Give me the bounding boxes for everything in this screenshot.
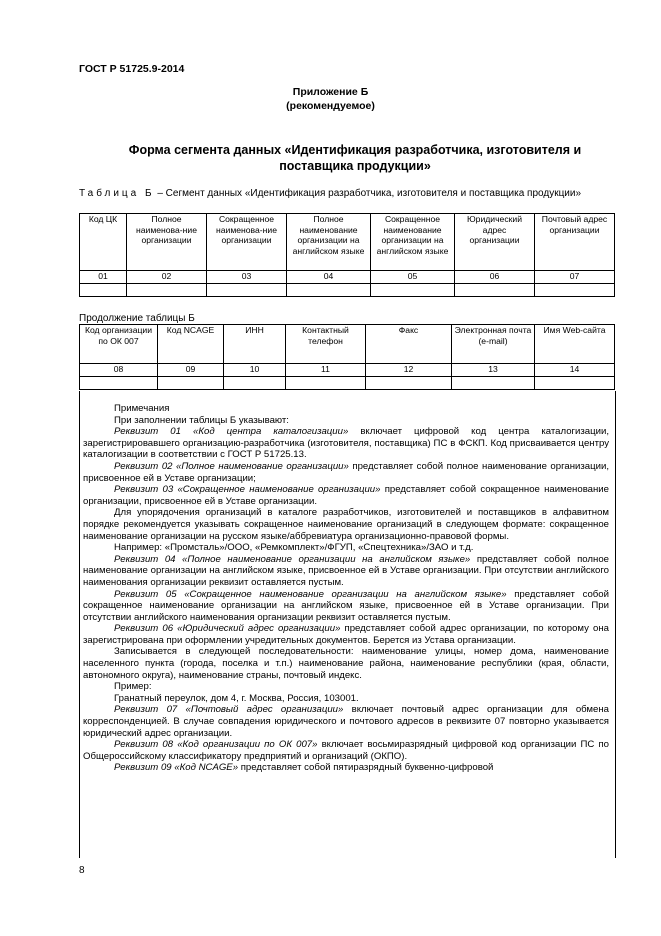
table-caption-text: – Сегмент данных «Идентификация разработчика, изготовителя и поставщика продукции»	[154, 188, 582, 199]
header-cell: Юридический адрес организации	[455, 214, 535, 271]
empty-cell	[80, 284, 127, 297]
column-number: 07	[535, 271, 615, 284]
page-number: 8	[79, 865, 85, 876]
empty-cell	[224, 377, 286, 390]
column-number: 09	[158, 364, 224, 377]
empty-cell	[286, 377, 366, 390]
column-number: 13	[452, 364, 535, 377]
header-cell: Сокращенное наименова-ние организации	[207, 214, 287, 271]
empty-cell	[366, 377, 452, 390]
segment-table-part2	[79, 324, 615, 390]
empty-cell	[371, 284, 455, 297]
note-r07: Реквизит 07 «Почтовый адрес организации» включает почтовый адрес организации для обмена корреспонденцией. В случае совпадения юридического и почтового адресов в реквизите 07 повторно указывается юридический адрес организации.	[83, 704, 610, 739]
standard-designation: ГОСТ Р 51725.9-2014	[79, 63, 185, 75]
column-number: 04	[287, 271, 371, 284]
column-number: 11	[286, 364, 366, 377]
form-title-line1: Форма сегмента данных «Идентификация разработчика, изготовителя и	[128, 143, 582, 157]
empty-cell	[535, 284, 615, 297]
note-example2: Пример:	[114, 681, 152, 693]
column-number: 02	[127, 271, 207, 284]
empty-cell	[535, 377, 615, 390]
header-cell: ИНН	[224, 325, 286, 364]
empty-cell	[80, 377, 158, 390]
notes-section	[83, 403, 609, 774]
notes-intro: При заполнении таблицы Б указывают:	[114, 414, 289, 426]
header-cell: Имя Web-сайта	[535, 325, 615, 364]
table-caption-label: Таблица Б	[79, 188, 155, 199]
column-number: 03	[207, 271, 287, 284]
header-cell: Почтовый адрес организации	[535, 214, 615, 271]
note-r02: Реквизит 02 «Полное наименование организации» представляет собой полное наименование организации, присвоенное ей в Уставе организации;	[83, 460, 609, 484]
appendix-title: Приложение Б	[292, 86, 369, 98]
note-order: Для упорядочения организаций в каталоге разработчиков, изготовителей и поставщиков в алфавитном порядке рекомендуется указывать сокращенное наименование организаций в следующем формате: сокращенное наименование организации на русском языке/аббревиатура организационно-правовой формы.	[83, 507, 609, 542]
header-cell: Полное наименова-ние организации	[127, 214, 207, 271]
column-number: 10	[224, 364, 286, 377]
empty-cell	[287, 284, 371, 297]
note-r09: Реквизит 09 «Код NCAGE» представляет собой пятиразрядный буквенно-цифровой	[114, 762, 494, 774]
empty-cell	[158, 377, 224, 390]
header-cell: Контактный телефон	[286, 325, 366, 364]
appendix-status: (рекомендуемое)	[286, 100, 375, 112]
column-number: 05	[371, 271, 455, 284]
empty-cell	[127, 284, 207, 297]
form-title	[95, 142, 615, 174]
note-r01: Реквизит 01 «Код центра каталогизации» включает цифровой код центра каталогизации, зарегистрировавшего организацию-разработчика (изготовителя, поставщика) ПС в ФСКП. Код присваивается центру каталогизации в соответствии с ГОСТ Р 51725.13.	[83, 426, 609, 461]
form-title-line2: поставщика продукции»	[279, 159, 431, 173]
column-number: 12	[366, 364, 452, 377]
column-number: 08	[80, 364, 158, 377]
note-r06: Реквизит 06 «Юридический адрес организации» представляет собой адрес организации, по которому она зарегистрирована при оформлении учредительных документов. Берется из Устава организации.	[83, 623, 609, 646]
empty-cell	[207, 284, 287, 297]
column-number: 14	[535, 364, 615, 377]
notes-heading: Примечания	[114, 403, 170, 414]
header-cell: Факс	[366, 325, 452, 364]
header-cell: Сокращенное наименование организации на английском языке	[371, 214, 455, 271]
empty-cell	[452, 377, 535, 390]
note-r05: Реквизит 05 «Сокращенное наименование организации на английском языке» представляет собой сокращенное наименование организации на английском языке, присвоенное ей в Уставе организации. При отсутствии английского наименования организации реквизит оставляется пустым.	[83, 588, 609, 623]
continuation-label: Продолжение таблицы Б	[79, 313, 195, 324]
note-example1: Например: «Промсталь»/ООО, «Ремкомплект»/ФГУП, «Спецтехника»/ЗАО и т.д.	[114, 542, 474, 554]
segment-table-part1	[79, 213, 615, 297]
column-number: 01	[80, 271, 127, 284]
column-number: 06	[455, 271, 535, 284]
header-cell: Код NCAGE	[158, 325, 224, 364]
note-r08: Реквизит 08 «Код организации по ОК 007» включает восьмиразрядный цифровой код организации ПС по Общероссийскому классификатору предприятий и организаций (ОКПО).	[83, 739, 609, 762]
note-address: Гранатный переулок, дом 4, г. Москва, Россия, 103001.	[114, 692, 359, 704]
header-cell: Полное наименование организации на английском языке	[287, 214, 371, 271]
header-cell: Код ЦК	[80, 214, 127, 271]
note-r04: Реквизит 04 «Полное наименование организации на английском языке» представляет собой полное наименование организации на английском языке, присвоенное ей в Уставе организации. При отсутствии английского наименования организации реквизит оставляется пустым.	[83, 553, 609, 588]
header-cell: Код организации по ОК 007	[80, 325, 158, 364]
note-r03: Реквизит 03 «Сокращенное наименование организации» представляет собой сокращенное наименование организации, присвоенное ей в Уставе организации.	[83, 484, 610, 507]
table-caption	[79, 188, 614, 200]
note-sequence: Записывается в следующей последовательности: наименование улицы, номер дома, наименование населенного пункта (города, поселка и т.п.) наименование района, наименование республики (края, области, автономного округа), наименование страны, почтовый индекс.	[83, 646, 609, 681]
empty-cell	[455, 284, 535, 297]
header-cell: Электронная почта (e-mail)	[452, 325, 535, 364]
